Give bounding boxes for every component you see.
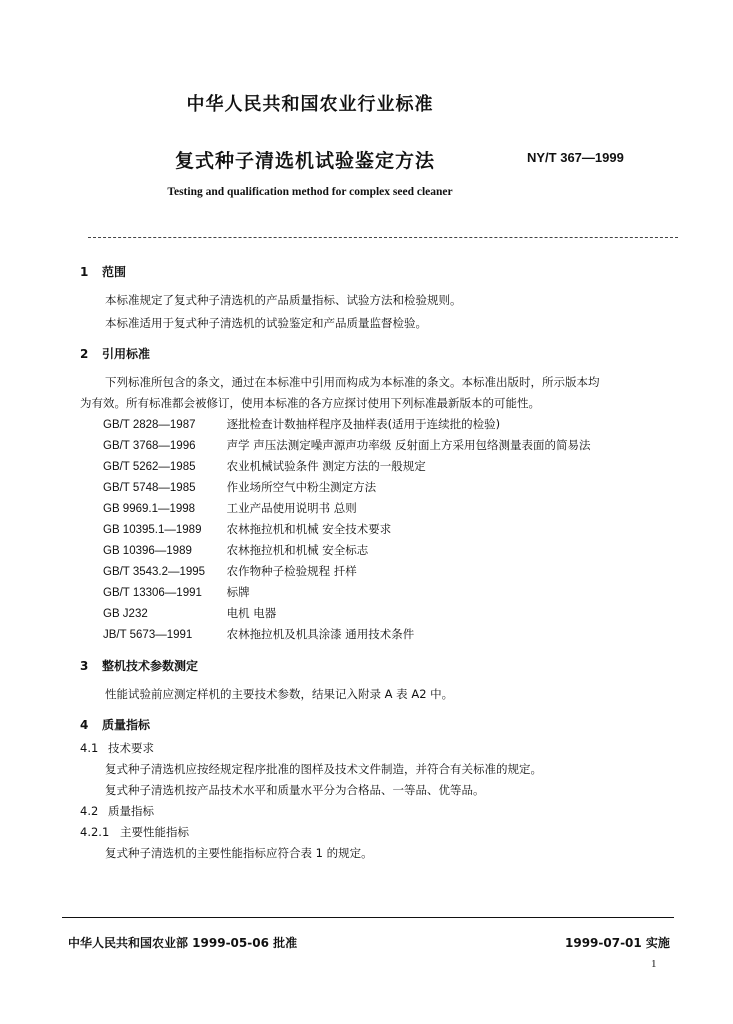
subsection-4-2-heading	[80, 803, 154, 819]
section-title: 范围	[102, 265, 127, 279]
reference-item	[103, 605, 276, 621]
document-title: 复式种子清选机试验鉴定方法	[175, 150, 436, 172]
reference-code: GB/T 3543.2—1995	[103, 566, 206, 578]
english-title: Testing and qualification method for complex seed cleaner	[167, 186, 453, 198]
section-title: 质量指标	[102, 718, 151, 732]
subsection-title: 技术要求	[108, 741, 154, 755]
section-number: 4	[80, 718, 89, 732]
paragraph: 本标准规定了复式种子清选机的产品质量指标、试验方法和检验规则。	[105, 293, 462, 307]
footer-divider	[62, 917, 674, 918]
section-title: 引用标准	[102, 347, 151, 361]
reference-code: GB/T 3768—1996	[103, 440, 196, 452]
section-number: 2	[80, 347, 89, 361]
page-number: 1	[651, 958, 657, 970]
section-number: 3	[80, 659, 89, 673]
paragraph: 为有效。所有标准都会被修订，使用本标准的各方应探讨使用下列标准最新版本的可能性。	[80, 396, 540, 410]
reference-title: 农业机械试验条件 测定方法的一般规定	[226, 459, 426, 473]
paragraph: 性能试验前应测定样机的主要技术参数，结果记入附录 A 表 A2 中。	[105, 687, 454, 701]
subsection-4-1-heading	[80, 740, 154, 756]
reference-item	[103, 563, 357, 579]
section-title: 整机技术参数测定	[102, 659, 199, 673]
subsection-4-2-1-heading	[80, 824, 189, 840]
section-1-heading	[80, 263, 126, 280]
paragraph: 复式种子清选机的主要性能指标应符合表 1 的规定。	[105, 846, 373, 860]
issuer-approval: 中华人民共和国农业部 1999-05-06 批准	[68, 936, 298, 950]
reference-code: GB 9969.1—1998	[103, 503, 196, 515]
section-2-heading	[80, 345, 150, 362]
implementation-date: 1999-07-01 实施	[565, 936, 670, 950]
reference-title: 工业产品使用说明书 总则	[226, 501, 357, 515]
reference-title: 逐批检查计数抽样程序及抽样表(适用于连续批的检验)	[226, 417, 501, 431]
header-divider	[88, 237, 678, 238]
reference-code: GB J232	[103, 608, 148, 620]
reference-title: 标牌	[226, 585, 250, 599]
reference-item	[103, 500, 357, 516]
reference-item	[103, 479, 376, 495]
reference-code: JB/T 5673—1991	[103, 629, 193, 641]
section-3-heading	[80, 657, 198, 674]
reference-code: GB/T 2828—1987	[103, 419, 196, 431]
reference-title: 农林拖拉机和机械 安全技术要求	[226, 522, 392, 536]
paragraph: 复式种子清选机应按经规定程序批准的图样及技术文件制造，并符合有关标准的规定。	[105, 762, 542, 776]
reference-code: GB/T 5262—1985	[103, 461, 196, 473]
reference-code: GB 10395.1—1989	[103, 524, 202, 536]
section-4-heading	[80, 716, 150, 733]
reference-title: 农林拖拉机及机具涂漆 通用技术条件	[226, 627, 415, 641]
paragraph: 下列标准所包含的条文，通过在本标准中引用而构成为本标准的条文。本标准出版时，所示版本均	[105, 375, 600, 389]
paragraph: 本标准适用于复式种子清选机的试验鉴定和产品质量监督检验。	[105, 316, 427, 330]
reference-code: GB/T 5748—1985	[103, 482, 196, 494]
reference-item	[103, 626, 414, 642]
reference-title: 电机 电器	[226, 606, 277, 620]
subsection-title: 主要性能指标	[120, 825, 189, 839]
subsection-number: 4.2.1	[80, 825, 110, 839]
reference-item	[103, 584, 250, 600]
reference-item	[103, 521, 391, 537]
reference-item	[103, 542, 368, 558]
paragraph: 复式种子清选机按产品技术水平和质量水平分为合格品、一等品、优等品。	[105, 783, 485, 797]
subsection-number: 4.1	[80, 741, 99, 755]
reference-title: 作业场所空气中粉尘测定方法	[226, 480, 377, 494]
reference-title: 农林拖拉机和机械 安全标志	[226, 543, 369, 557]
document-code: NY/T 367—1999	[527, 150, 624, 165]
section-number: 1	[80, 265, 89, 279]
reference-title: 声学 声压法测定噪声源声功率级 反射面上方采用包络测量表面的简易法	[226, 438, 591, 452]
reference-code: GB/T 13306—1991	[103, 587, 202, 599]
subsection-title: 质量指标	[108, 804, 154, 818]
reference-item	[103, 458, 426, 474]
subsection-number: 4.2	[80, 804, 99, 818]
standard-title: 中华人民共和国农业行业标准	[186, 94, 434, 115]
reference-code: GB 10396—1989	[103, 545, 192, 557]
reference-item	[103, 437, 590, 453]
reference-item	[103, 416, 500, 432]
reference-title: 农作物种子检验规程 扦样	[226, 564, 357, 578]
